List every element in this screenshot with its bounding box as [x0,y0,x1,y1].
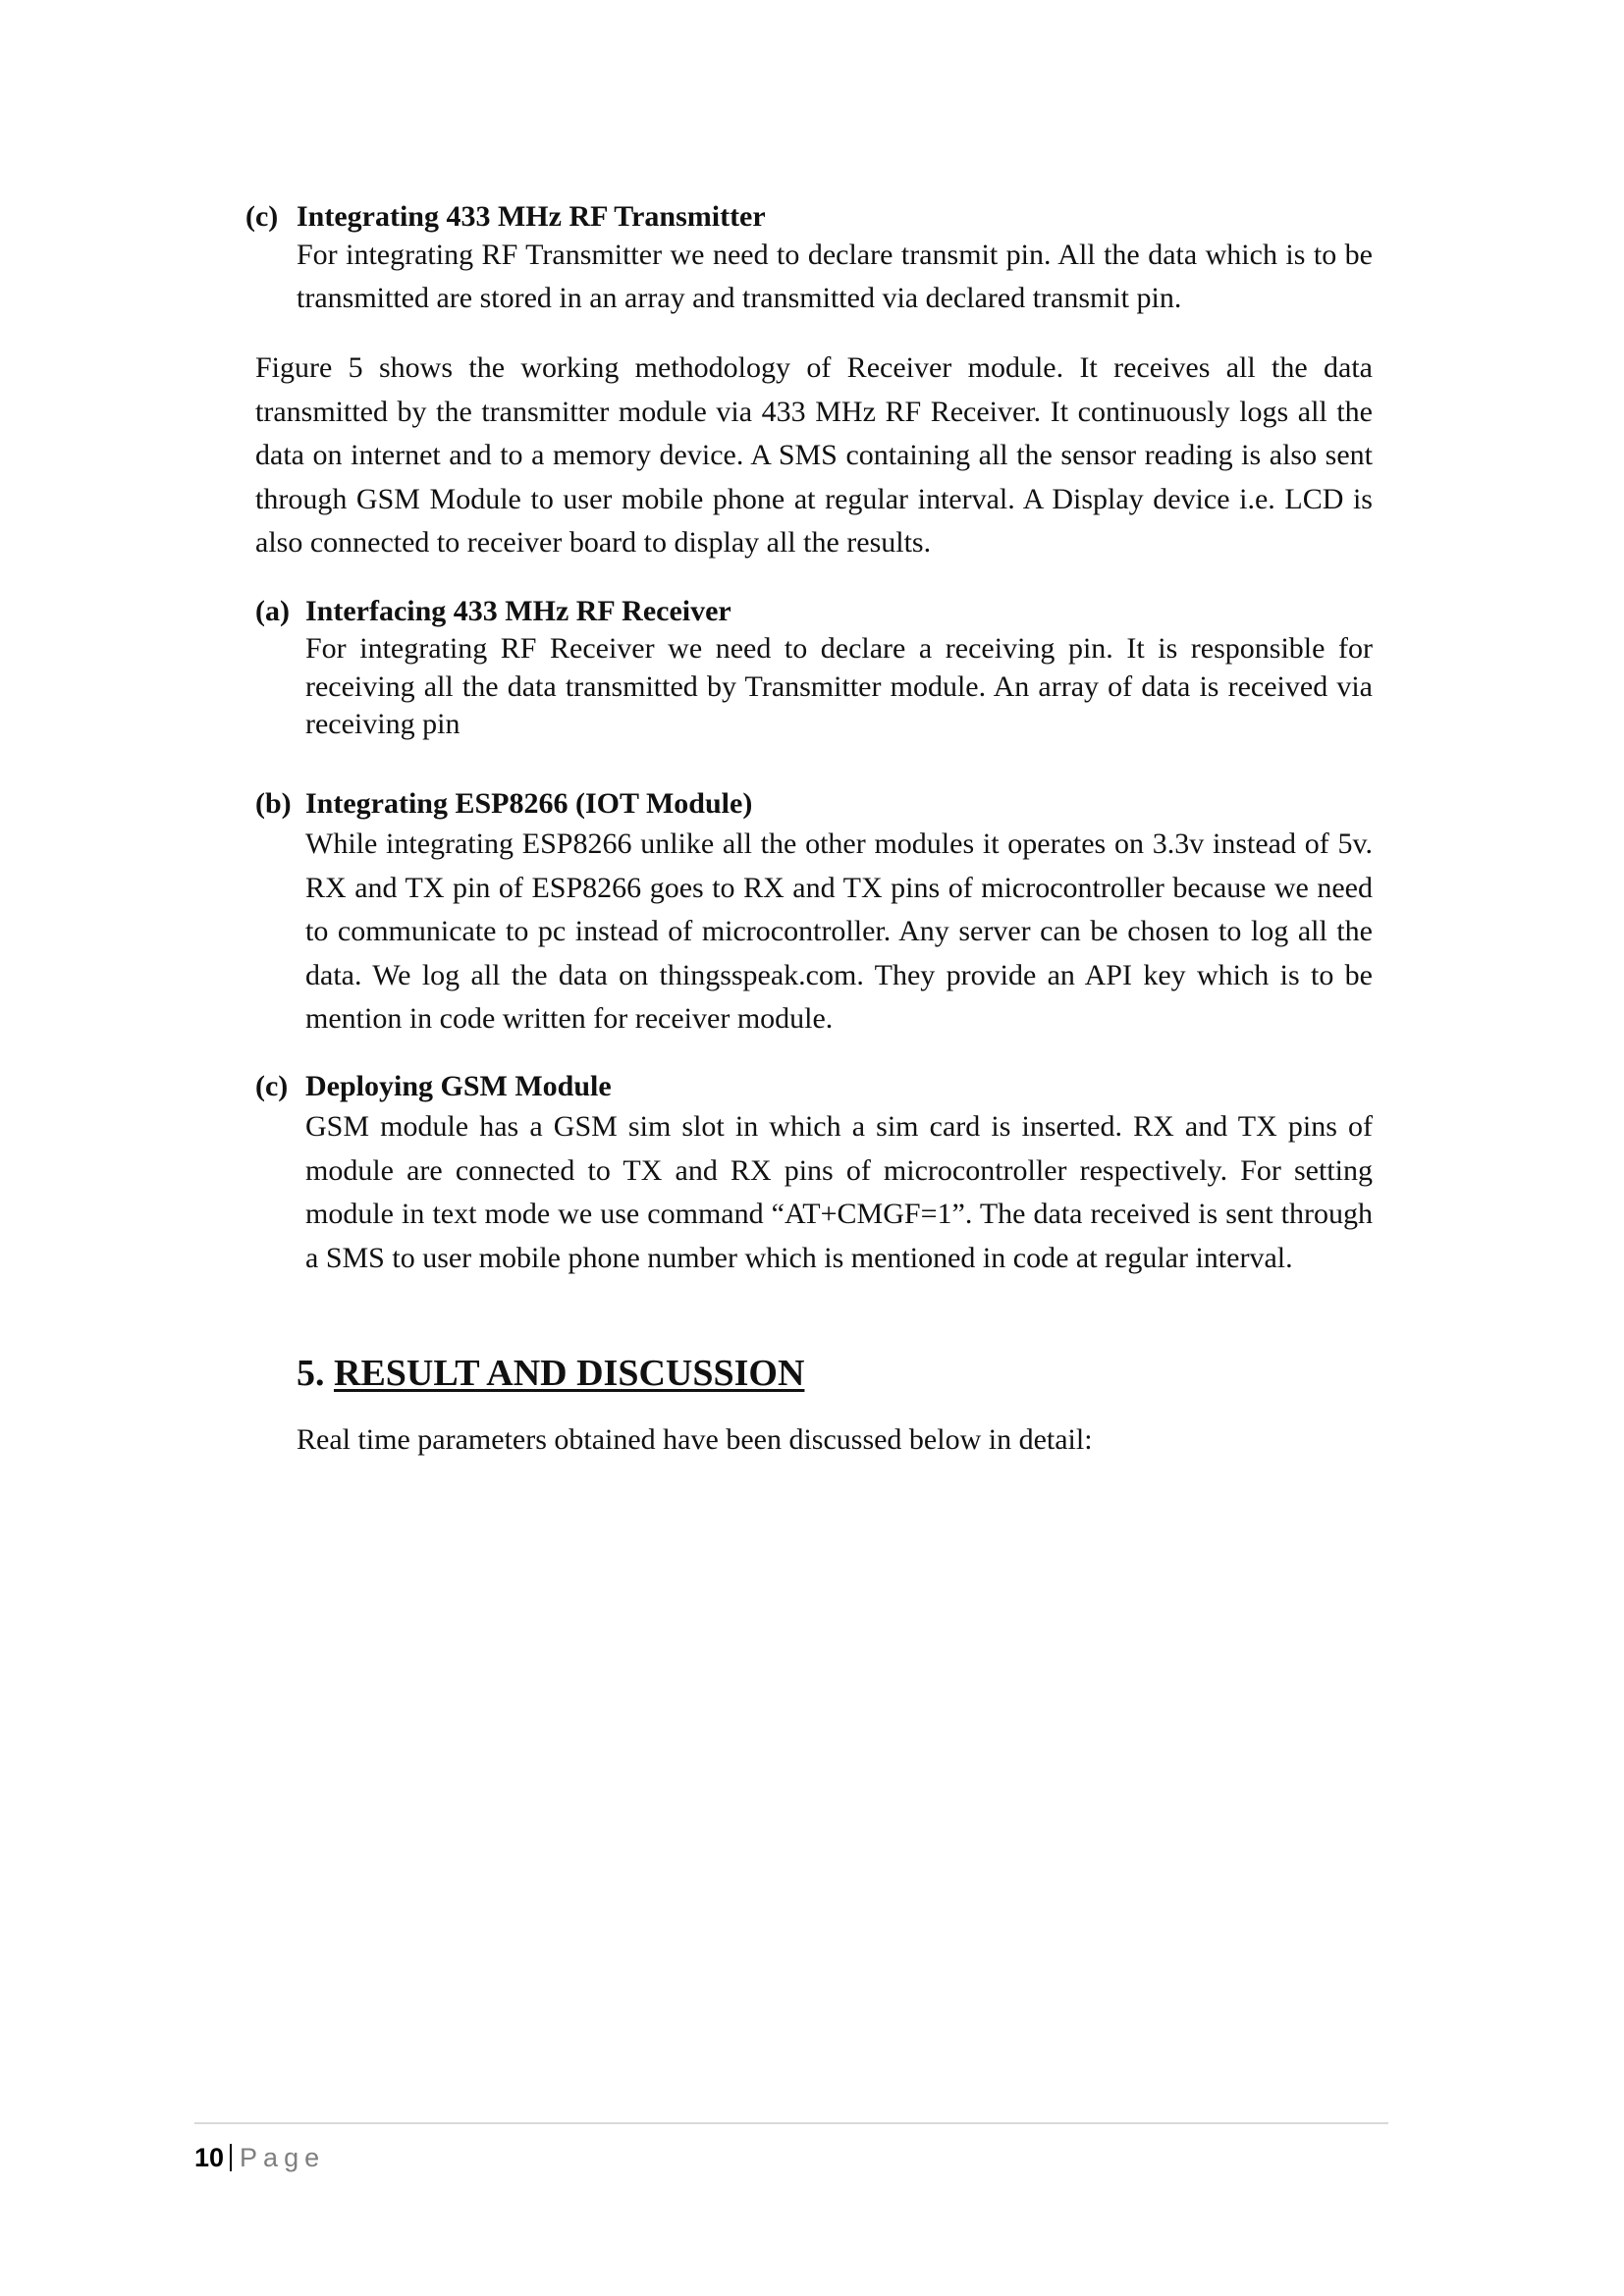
section-heading [297,1351,804,1396]
item-body: GSM module has a GSM sim slot in which a sim card is inserted. RX and TX pins of module are connected to TX and RX pins of microcontroller respectively. For setting module in text mode we use command “AT+CMGF=1”. The data received is sent through a SMS to user mobile phone number which is mentioned in code at regular interval. [305,1110,1373,1274]
page-footer [194,2141,325,2174]
receiver-intro-paragraph [255,347,1373,565]
item-heading [255,785,1375,823]
transmitter-item [245,198,1375,320]
receiver-item-rf [255,593,1375,744]
item-heading [245,198,1375,236]
section-lead-text: Real time parameters obtained have been discussed below in detail: [297,1423,1093,1456]
receiver-item-esp8266 [255,785,1375,1041]
item-title: Deploying GSM Module [305,1070,612,1102]
section-number: 5. [297,1353,325,1394]
item-body: For integrating RF Receiver we need to declare a receiving pin. It is responsible for receiving all the data transmitted by Transmitter module. An array of data is received via receiving pin [305,632,1373,740]
item-heading [255,1068,1375,1105]
item-heading [255,593,1375,630]
item-body: While integrating ESP8266 unlike all the other modules it operates on 3.3v instead of 5v. RX and TX pin of ESP8266 goes to RX and TX pins of microcontroller because we need to communicate to pc instead of microcontroller. Any server can be chosen to log all the data. We log all the data on thingsspeak.com. They provide an API key which is to be mention in code written for receiver module. [305,828,1373,1035]
item-title: Integrating ESP8266 (IOT Module) [305,787,753,820]
footer-separator [230,2144,232,2171]
item-label: (c) [245,200,279,233]
section-title: RESULT AND DISCUSSION [334,1353,805,1394]
page-number: 10 [194,2143,225,2172]
footer-divider [194,2122,1388,2124]
page-word: Page [240,2143,326,2172]
item-label: (a) [255,595,290,627]
item-label: (c) [255,1070,289,1102]
receiver-item-gsm [255,1068,1375,1280]
item-label: (b) [255,787,292,820]
item-body: For integrating RF Transmitter we need to declare transmit pin. All the data which is to be transmitted are stored in an array and transmitted via declared transmit pin. [297,239,1373,314]
item-title: Integrating 433 MHz RF Transmitter [297,200,766,233]
paragraph-text: Figure 5 shows the working methodology of Receiver module. It receives all the data transmitted by the transmitter module via 433 MHz RF Receiver. It continuously logs all the data on internet and to a memory device. A SMS containing all the sensor reading is also sent through GSM Module to user mobile phone at regular interval. A Display device i.e. LCD is also connected to receiver board to display all the results. [255,351,1373,559]
item-title: Interfacing 433 MHz RF Receiver [305,595,731,627]
